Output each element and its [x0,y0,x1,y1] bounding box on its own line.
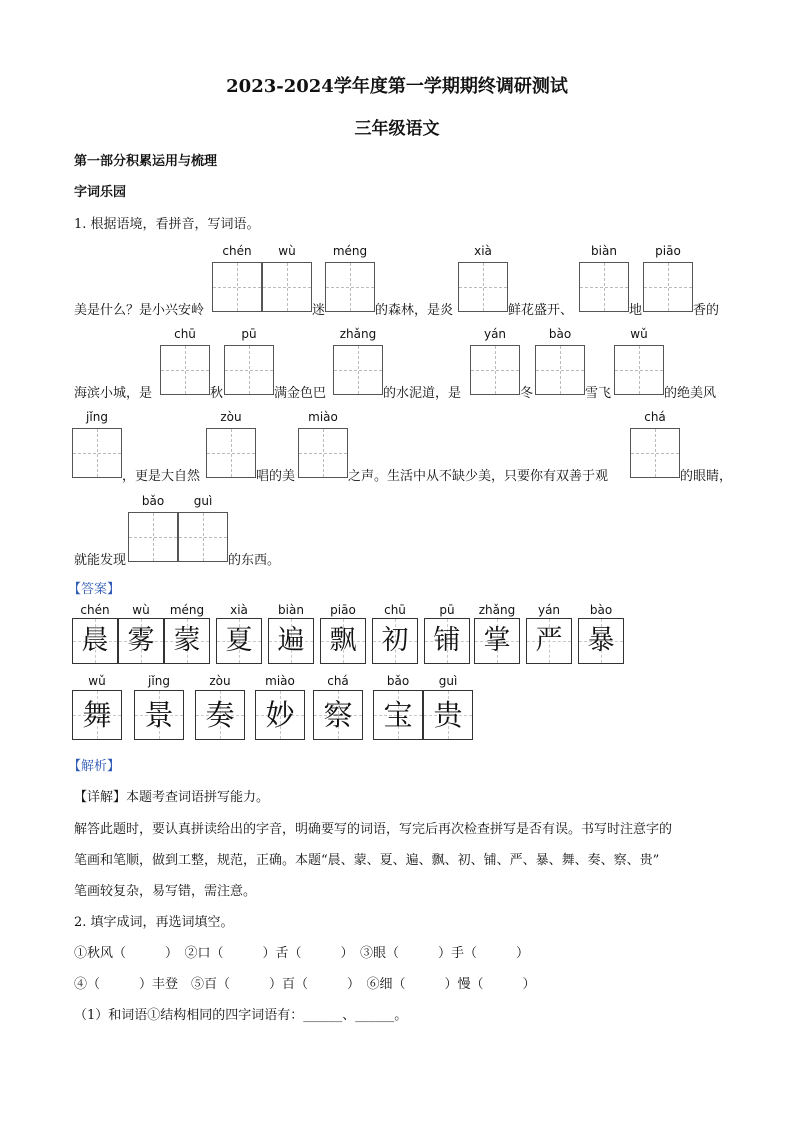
answer-char: 飘 [329,625,357,656]
pinyin: yán [483,327,507,341]
sentence-text: 地 [629,303,643,318]
pinyin: piāo [655,244,681,258]
answer-box[interactable] [212,262,262,312]
answer-char-box [474,618,520,664]
sentence-text: 的绝美风 [664,386,717,401]
pinyin: chá [644,410,666,424]
sentence-text: 的森林，是炎 [375,303,454,318]
answer-char: 奏 [205,698,235,732]
answer-box[interactable] [72,428,122,478]
sentence-text: 海滨小城，是 [74,386,153,401]
analysis-label: 【解析】 [68,759,121,774]
answer-char-box [216,618,262,664]
pinyin: piāo [330,603,356,617]
analysis-detail: 【详解】本题考查词语拼写能力。 [74,790,270,805]
answer-char: 掌 [483,625,511,656]
section-heading: 字词乐园 [74,185,127,200]
pinyin: yán [537,603,561,617]
answer-char-box [372,618,418,664]
answer-label: 【答案】 [68,582,121,597]
pinyin: chén [80,603,110,617]
answer-box[interactable] [535,345,585,395]
pinyin: xià [230,603,248,617]
pinyin: guì [193,494,213,508]
sentence-text: 的眼睛， [680,469,733,484]
sentence-text: 鲜花盛开、 [508,303,574,318]
pinyin: wǔ [630,327,648,341]
answer-char-box [423,690,473,740]
answer-box[interactable] [128,512,178,562]
question-2-sub: （1）和词语①结构相同的四字词语有：______、______。 [74,1008,408,1023]
answer-char: 景 [144,698,174,732]
answer-char: 舞 [82,698,112,732]
answer-box[interactable] [224,345,274,395]
analysis-paragraph: 解答此题时，要认真拼读给出的字音，明确要写的词语，写完后再次检查拼写是否有误。书写时注意字的 [74,822,673,837]
answer-char: 察 [323,698,353,732]
pinyin: chū [174,327,196,341]
answer-char-box [72,618,118,664]
pinyin: miào [308,410,338,424]
answer-box[interactable] [298,428,348,478]
answer-char-box [268,618,314,664]
analysis-paragraph: 笔画较复杂，易写错，需注意。 [74,884,257,899]
sentence-text: 迷 [312,303,326,318]
pinyin: bào [589,603,613,617]
sentence-text: 满金色巴 [274,386,327,401]
answer-char: 贵 [433,698,463,732]
answer-box[interactable] [325,262,375,312]
answer-char: 宝 [383,698,413,732]
answer-char-box [134,690,184,740]
answer-char: 夏 [225,625,253,656]
answer-char: 初 [381,625,409,656]
pinyin: biàn [278,603,304,617]
sentence-text: 冬 [520,386,534,401]
pinyin: miào [265,674,295,688]
answer-char: 暴 [587,625,615,656]
sentence-text: 之声。生活中从不缺少美，只要你有双善于观 [348,469,609,484]
sentence-text: 美是什么？是小兴安岭 [74,303,205,318]
pinyin: guì [438,674,458,688]
pinyin: wǔ [88,674,106,688]
pinyin: jǐng [148,674,170,688]
answer-char: 雾 [127,625,155,656]
pinyin: biàn [591,244,617,258]
answer-box[interactable] [206,428,256,478]
analysis-paragraph: 笔画和笔顺，做到工整，规范，正确。本题“晨、蒙、夏、遍、飘、初、铺、严、暴、舞、奏、察、贵” [74,853,660,868]
answer-char-box [255,690,305,740]
pinyin: bǎo [141,494,165,508]
answer-box[interactable] [470,345,520,395]
answer-box[interactable] [614,345,664,395]
pinyin: chá [327,674,349,688]
sentence-text: ，更是大自然 [122,469,201,484]
answer-char: 蒙 [173,625,201,656]
answer-char-box [526,618,572,664]
part-heading: 第一部分积累运用与梳理 [74,154,218,169]
answer-char-box [313,690,363,740]
sentence-text: 唱的美 [256,469,296,484]
question-2-row: ④（ ）丰登 ⑤百（ ）百（ ） ⑥细（ ）慢（ ） [74,977,536,992]
answer-char-box [578,618,624,664]
answer-char-box [195,690,245,740]
sentence-text: 雪飞 [585,386,612,401]
question-2-row: ①秋风（ ） ②口（ ）舌（ ） ③眼（ ）手（ ） [74,946,530,961]
answer-char: 严 [535,625,563,656]
pinyin: wù [132,603,150,617]
sentence-text: 秋 [210,386,224,401]
pinyin: zhǎng [478,603,516,617]
answer-char-box [424,618,470,664]
page-subtitle: 三年级语文 [354,119,440,139]
answer-box[interactable] [262,262,312,312]
pinyin: zòu [220,410,242,424]
question-1-prompt: 1. 根据语境，看拼音，写词语。 [74,217,260,232]
answer-char: 遍 [277,625,305,656]
pinyin: bǎo [386,674,410,688]
answer-char-box [373,690,423,740]
answer-box[interactable] [178,512,228,562]
pinyin: wù [278,244,296,258]
answer-char-box [164,618,210,664]
answer-box[interactable] [630,428,680,478]
pinyin: pū [241,327,257,341]
answer-char-box [118,618,164,664]
page-title: 2023-2024学年度第一学期期终调研测试 [226,76,568,97]
answer-char-box [320,618,366,664]
sentence-text: 香的 [693,303,720,318]
pinyin: bào [548,327,572,341]
pinyin: méng [332,244,368,258]
pinyin: zhǎng [339,327,377,341]
answer-char: 妙 [265,698,295,732]
pinyin: jǐng [86,410,108,424]
pinyin: méng [169,603,205,617]
answer-box[interactable] [333,345,383,395]
answer-char: 晨 [81,625,109,656]
pinyin: zòu [209,674,231,688]
pinyin: chū [384,603,406,617]
sentence-text: 就能发现 [74,553,127,568]
pinyin: pū [439,603,455,617]
answer-box[interactable] [643,262,693,312]
sentence-text: 的水泥道，是 [383,386,462,401]
question-2-prompt: 2. 填字成词，再选词填空。 [74,915,234,930]
pinyin: xià [474,244,492,258]
pinyin: chén [222,244,252,258]
answer-box[interactable] [160,345,210,395]
sentence-text: 的东西。 [228,553,281,568]
answer-char-box [72,690,122,740]
answer-box[interactable] [579,262,629,312]
answer-box[interactable] [458,262,508,312]
answer-char: 铺 [433,625,461,656]
